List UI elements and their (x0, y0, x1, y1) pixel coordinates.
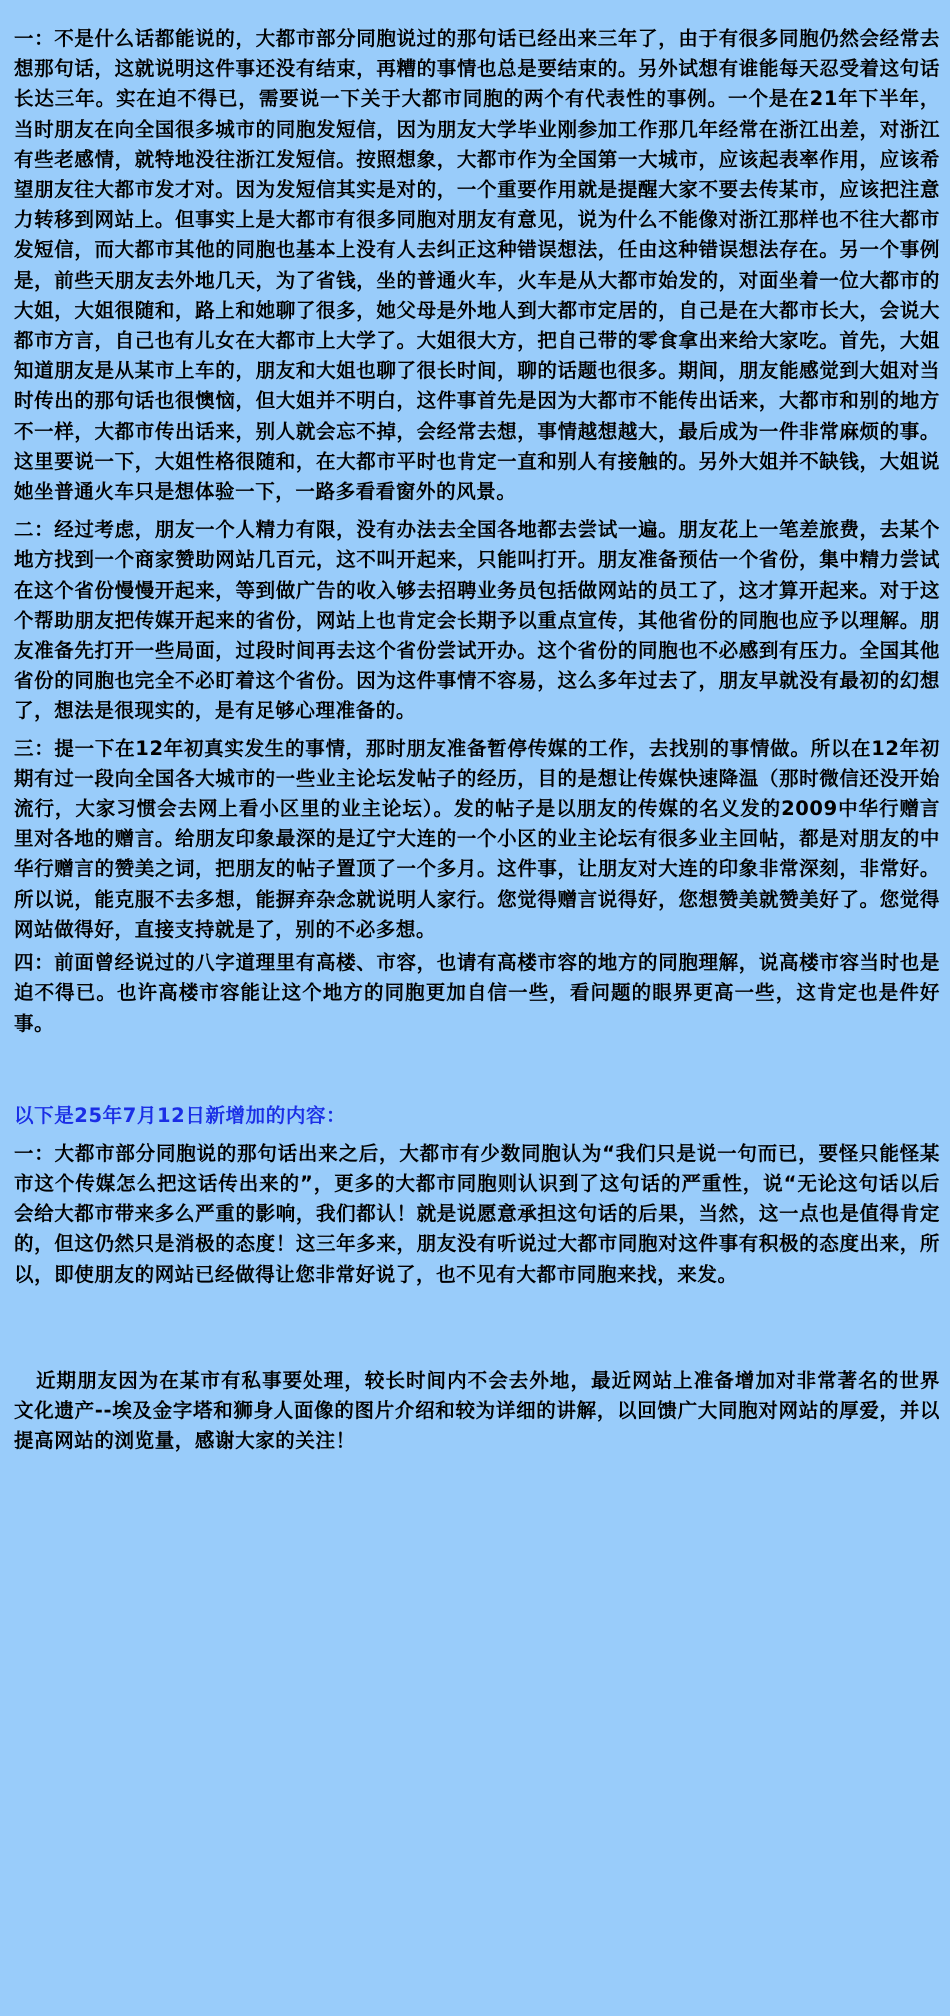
update-heading: 以下是25年7月12日新增加的内容： (14, 1103, 347, 1127)
paragraph-point-one: 一：不是什么话都能说的，大都市部分同胞说过的那句话已经出来三年了，由于有很多同胞仍然会经常去想那句话，这就说明这件事还没有结束，再糟的事情也总是要结束的。另外试想有谁能每天忍受着这句话长达三年。实在迫不得已，需要说一下关于大都市同胞的两个有代表性的事例。一个是在21年下半年，当时朋友在向全国很多城市的同胞发短信，因为朋友大学毕业刚参加工作那几年经常在浙江出差，对浙江有些老感情，就特地没往浙江发短信。按照想象，大都市作为全国第一大城市，应该起表率作用，应该希望朋友往大都市发才对。因为发短信其实是对的，一个重要作用就是提醒大家不要去传某市，应该把注意力转移到网站上。但事实上是大都市有很多同胞对朋友有意见，说为什么不能像对浙江那样也不往大都市发短信，而大都市其他的同胞也基本上没有人去纠正这种错误想法，任由这种错误想法存在。另一个事例是，前些天朋友去外地几天，为了省钱，坐的普通火车，火车是从大都市始发的，对面坐着一位大都市的大姐，大姐很随和，路上和她聊了很多，她父母是外地人到大都市定居的，自己是在大都市长大，会说大都市方言，自己也有儿女在大都市上大学了。大姐很大方，把自己带的零食拿出来给大家吃。首先，大姐知道朋友是从某市上车的，朋友和大姐也聊了很长时间，聊的话题也很多。期间，朋友能感觉到大姐对当时传出的那句话也很懊恼，但大姐并不明白，这件事首先是因为大都市不能传出话来，大都市和别的地方不一样，大都市传出话来，别人就会忘不掉，会经常去想，事情越想越大，最后成为一件非常麻烦的事。这里要说一下，大姐性格很随和，在大都市平时也肯定一直和别人有接触的。另外大姐并不缺钱，大姐说她坐普通火车只是想体验一下，一路多看看窗外的风景。 (14, 27, 940, 504)
article-body (14, 24, 940, 1456)
update-paragraph-point-one: 一：大都市部分同胞说的那句话出来之后，大都市有少数同胞认为“我们只是说一句而已，要怪只能怪某市这个传媒怎么把这话传出来的”，更多的大都市同胞则认识到了这句话的严重性，说“无论这句话以后会给大都市带来多么严重的影响，我们都认！就是说愿意承担这句话的后果，当然，这一点也是值得肯定的，但这仍然只是消极的态度！这三年多来，朋友没有听说过大都市同胞对这件事有积极的态度出来，所以，即使朋友的网站已经做得让您非常好说了，也不见有大都市同胞来找，来发。 (14, 1141, 940, 1286)
update-paragraph-notice: 近期朋友因为在某市有私事要处理，较长时间内不会去外地，最近网站上准备增加对非常著名的世界文化遗产--埃及金字塔和狮身人面像的图片介绍和较为详细的讲解，以回馈广大同胞对网站的厚爱，并以提高网站的浏览量，感谢大家的关注！ (14, 1368, 940, 1453)
paragraph-point-two: 二：经过考虑，朋友一个人精力有限，没有办法去全国各地都去尝试一遍。朋友花上一笔差旅费，去某个地方找到一个商家赞助网站几百元，这不叫开起来，只能叫打开。朋友准备预估一个省份，集中精力尝试在这个省份慢慢开起来，等到做广告的收入够去招聘业务员包括做网站的员工了，这才算开起来。对于这个帮助朋友把传媒开起来的省份，网站上也肯定会长期予以重点宣传，其他省份的同胞也应予以理解。朋友准备先打开一些局面，过段时间再去这个省份尝试开办。这个省份的同胞也不必感到有压力。全国其他省份的同胞也完全不必盯着这个省份。因为这件事情不容易，这么多年过去了，朋友早就没有最初的幻想了，想法是很现实的，是有足够心理准备的。 (14, 518, 940, 723)
paragraph-point-four: 四：前面曾经说过的八字道理里有高楼、市容，也请有高楼市容的地方的同胞理解，说高楼市容当时也是迫不得已。也许高楼市容能让这个地方的同胞更加自信一些，看问题的眼界更高一些，这肯定也是件好事。 (14, 951, 940, 1035)
paragraph-point-three: 三：提一下在12年初真实发生的事情，那时朋友准备暂停传媒的工作，去找别的事情做。所以在12年初期有过一段向全国各大城市的一些业主论坛发帖子的经历，目的是想让传媒快速降温（那时微信还没开始流行，大家习惯会去网上看小区里的业主论坛）。发的帖子是以朋友的传媒的名义发的2009中华行赠言里对各地的赠言。给朋友印象最深的是辽宁大连的一个小区的业主论坛有很多业主回帖，都是对朋友的中华行赠言的赞美之词，把朋友的帖子置顶了一个多月。这件事，让朋友对大连的印象非常深刻，非常好。所以说，能克服不去多想，能摒弃杂念就说明人家行。您觉得赠言说得好，您想赞美就赞美好了。您觉得网站做得好，直接支持就是了，别的不必多想。 (14, 736, 940, 941)
